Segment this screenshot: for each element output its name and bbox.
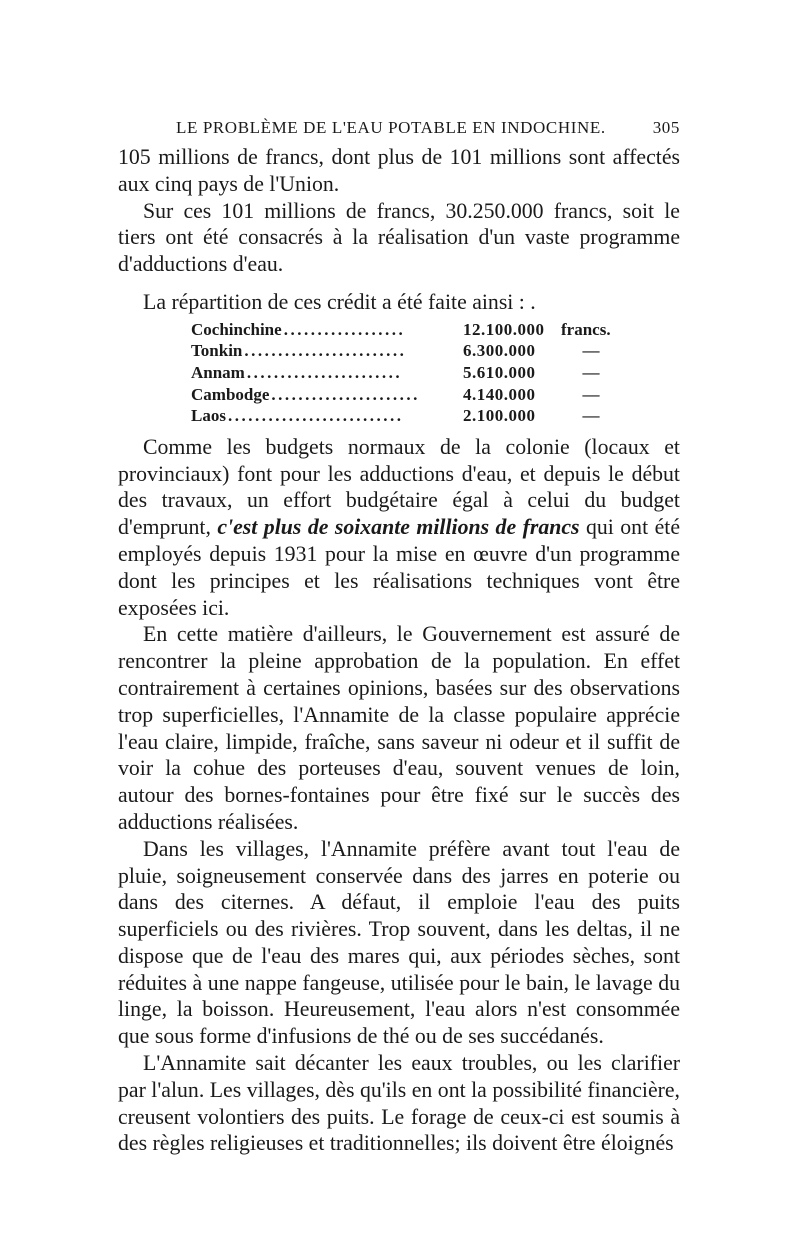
ledger-leader-dots: .......................... xyxy=(227,406,404,426)
paragraph-5: En cette matière d'ailleurs, le Gouvernement est assuré de rencontrer la pleine approbation de la population. En effet contrairement à certaines opinions, basées sur des observations trop superficielles, l'Annamite de la classe populaire apprécie l'eau claire, limpide, fraîche, sans saveur ni odeur et il suffit de voir la cohue des porteuses d'eau, souvent venues de loin, autour des bornes-fontaines pour être fixé sur le succès des adductions réalisées. xyxy=(118,622,680,834)
ledger-leader-dots: ........................ xyxy=(244,341,407,361)
paragraph-3: La répartition de ces crédit a été faite ainsi : . xyxy=(143,289,536,314)
paragraph-4 xyxy=(118,434,680,622)
ledger-amount: 6.300.000 xyxy=(463,341,536,361)
ledger-country: Cambodge xyxy=(191,384,270,404)
ledger-unit: — xyxy=(582,406,600,426)
ledger-row xyxy=(191,406,621,428)
paragraph-6: Dans les villages, l'Annamite préfère avant tout l'eau de pluie, soigneusement conservée dans des jarres en poterie ou dans des citernes. A défaut, il emploie l'eau des puits superficiels ou des rivières. Trop souvent, dans les deltas, il ne dispose que de l'eau des mares qui, aux périodes sèches, sont réduites à une nappe fangeuse, utilisée pour le bain, le lavage du linge, la boisson. Heureusement, l'eau alors n'est consommée que sous forme d'infusions de thé ou de ses succédanés. xyxy=(118,836,680,1049)
page-number: 305 xyxy=(652,118,680,137)
ledger-leader-dots: ...................... xyxy=(271,384,420,404)
ledger-row xyxy=(191,320,621,342)
ledger-leader-dots: ....................... xyxy=(246,362,403,382)
body-text xyxy=(118,144,680,1157)
running-head-title: LE PROBLÈME DE L'EAU POTABLE EN INDOCHINE. xyxy=(176,118,606,137)
ledger-country: Tonkin xyxy=(191,341,243,361)
paragraph-4-emphasis: c'est plus de soixante millions de francs xyxy=(217,515,580,540)
ledger-unit: — xyxy=(582,384,600,404)
ledger-unit: — xyxy=(582,341,600,361)
ledger-amount: 5.610.000 xyxy=(463,362,536,382)
ledger-country: Annam xyxy=(191,362,245,382)
paragraph-2: Sur ces 101 millions de francs, 30.250.000 francs, soit le tiers ont été consacrés à la réalisation d'un vaste programme d'adductions d'eau. xyxy=(118,198,680,277)
ledger-amount: 4.140.000 xyxy=(463,384,536,404)
ledger-row xyxy=(191,385,621,407)
ledger-row xyxy=(191,363,621,385)
ledger-country: Laos xyxy=(191,406,226,426)
paragraph-7: L'Annamite sait décanter les eaux troubles, ou les clarifier par l'alun. Les villages, dès qu'ils en ont la possibilité financière, creusent volontiers des puits. Le forage de ceux-ci est soumis à des règles religieuses et traditionnelles; ils doivent être éloignés xyxy=(118,1051,680,1156)
credit-distribution-table xyxy=(191,320,621,428)
ledger-amount: 12.100.000 xyxy=(463,319,545,339)
paragraph-1: 105 millions de francs, dont plus de 101 millions sont affectés aux cinq pays de l'Union. xyxy=(118,145,680,196)
running-head xyxy=(176,118,680,138)
book-page xyxy=(118,118,680,1157)
ledger-country: Cochinchine xyxy=(191,319,282,339)
ledger-unit: — xyxy=(582,362,600,382)
ledger-unit: francs. xyxy=(561,319,611,339)
paragraph-4-end: qui ont été employés depuis 1931 pour la mise en œuvre d'un programme dont les principes et les réalisations techniques vont être exposées ici. xyxy=(118,515,681,620)
ledger-row xyxy=(191,341,621,363)
paragraph-4-start: Comme les budgets normaux de la colonie (locaux et provinciaux) font pour les adductions d'eau, et depuis le début des travaux, un effort budgétaire égal à celui du budget d'emprunt, xyxy=(118,434,680,540)
ledger-leader-dots: .................. xyxy=(283,319,406,339)
ledger-amount: 2.100.000 xyxy=(463,406,536,426)
